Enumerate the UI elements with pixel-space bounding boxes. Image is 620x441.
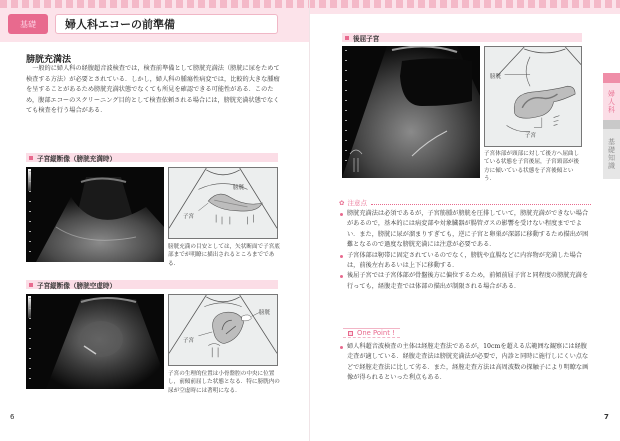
page-title: 婦人科エコーの前準備 [55,14,278,34]
one-point-heading-text: One Point ! [357,329,395,337]
list-item: 膀胱充満法は必須であるが，子宮筋腫が膀胱を圧排していて，膀胱充満ができない場合があるので，基本的には病変部や対象臓器が腸管ガスの影響を受けない程度まででよい．また，膀胱に尿が溜まりすぎても，逆に子宮と卵巣が深部に移動するため描出が困難となるので過度な膀胱充満には注意が必要である． [339,209,593,251]
category-badge: 基礎 [8,14,48,34]
list-item: 婦人科超音波検査の主体は経腟走査法であるが，10cmを超える広範囲な観察には経腹走査が適している．経腹走査法は膀胱充満法が必要で，内診と同時に施行しにくい点などで経腟走査法に比して劣る．また，経腟走査方法は高周波数の探触子により明瞭な画像が得られるといった利点もある． [339,342,593,384]
notes-heading [339,198,591,207]
figure-label-text: 後屈子宮 [353,34,380,43]
notes-list [339,209,593,292]
diagram-retroflexed [484,46,582,147]
ultrasound-image-bladder-full [26,167,164,262]
figure-caption: 子宮の生理的位置は小骨盤腔の中央に位置し，前傾前屈した状態となる．特に膀胱内の尿が空虚時には著明になる． [168,371,280,394]
header-band-right [310,8,620,14]
figure-label-text: 子宮縦断像（膀胱充満時） [37,154,117,163]
figure-label-text: 子宮縦断像（膀胱空虚時） [37,281,117,290]
figure-caption: 子宮体部が頸部に対して後方へ屈曲している状態を子宮後屈，子宮頸部が後方に傾いている状態を子宮後傾という． [484,151,580,183]
one-point-list [339,342,593,384]
figure-label-bladder-full [26,153,278,162]
page-gutter [309,0,310,441]
tab-separator [603,120,620,129]
tab-strip-accent [603,73,620,83]
ultrasound-image-retroflexed [342,46,480,178]
list-item: 後屈子宮では子宮体部が骨盤後方に偏位するため，前傾前屈子宮と同程度の膀胱充満を行っても，経腹走査では体部の描出が制限される場合がある． [339,271,593,292]
square-bullet-icon [29,283,33,287]
dotted-rule [371,201,591,205]
diagram-label-uterus: 子宮 [183,214,195,220]
notes-heading-text: 注意点 [347,199,367,207]
square-bullet-icon [345,36,349,40]
square-icon [348,331,353,336]
page-number-right: 7 [604,413,609,421]
one-point-heading [343,328,400,338]
diagram-label-bladder: 膀胱 [233,185,245,191]
top-decorative-stripe [0,0,620,8]
page-number-left: 6 [10,413,15,421]
ultrasound-image-bladder-empty [26,294,164,389]
side-tab-gynecology[interactable]: 婦人科 [603,83,620,120]
list-item: 子宮体部は靭帯に固定されているのでなく，膀胱や直腸などに内容物が充満した場合は，前後左右あるいは上下に移動する． [339,251,593,272]
figure-caption: 膀胱充満の目安としては，矢状断面で子宮底部までが明瞭に描出されるところまでである． [168,244,280,267]
diagram-bladder-full [168,167,278,239]
figure-label-retroflexed-uterus [342,33,582,42]
section-title: 膀胱充満法 [26,55,72,65]
diagram-label-uterus: 子宮 [525,133,537,139]
flower-icon: ✿ [339,198,345,207]
figure-label-bladder-empty [26,280,278,289]
body-paragraph: 一般的に婦人科の経腹超音波検査では，検査前準備として膀胱充満法（膀胱に尿をためて検査する方法）が必要とされている．しかし，婦人科の腫瘍性病変では，比較的大きな腫瘤を呈することがあるため膀胱充満状態でなくても所見を確認できる可能性がある．このため，腹部エコーのスクリーニング目的として検査依頼される場合には，膀胱充満状態でなくても検査を行う場合がある． [26,65,280,115]
side-tab-basics[interactable]: 基礎知識 [603,129,620,179]
diagram-bladder-empty [168,294,278,366]
diagram-label-bladder: 膀胱 [490,74,502,80]
diagram-label-uterus: 子宮 [183,338,195,344]
diagram-label-bladder: 膀胱 [259,310,271,316]
square-bullet-icon [29,156,33,160]
